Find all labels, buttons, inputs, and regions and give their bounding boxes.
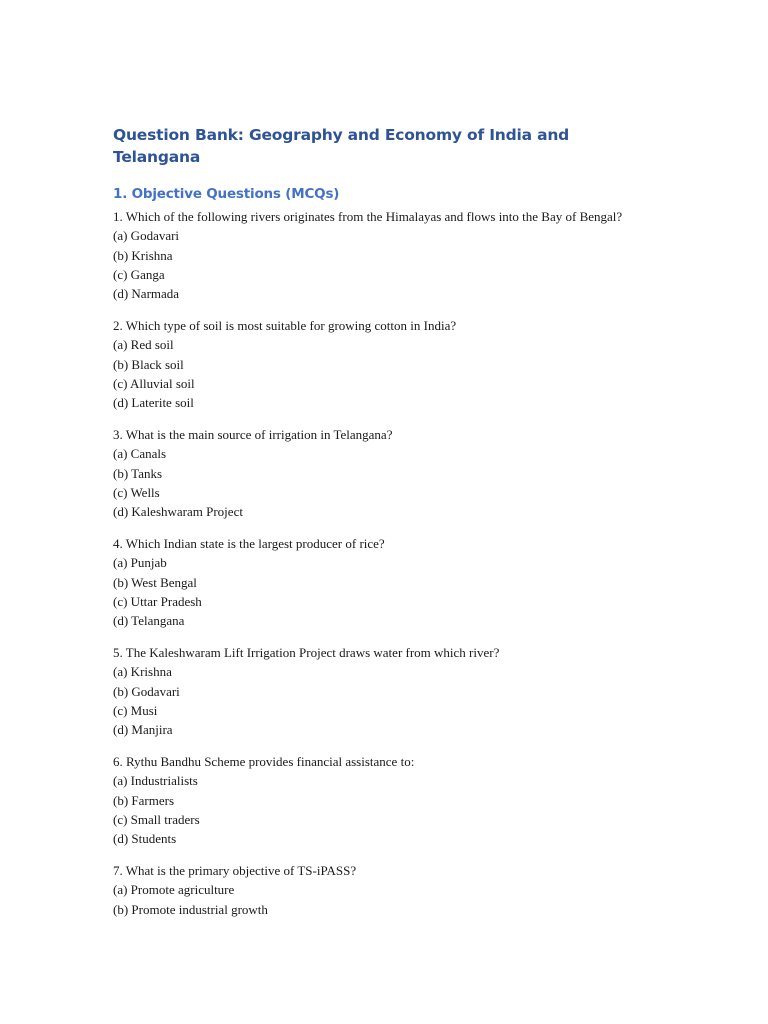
- answer-option: (c) Musi: [113, 702, 158, 718]
- question-text: 6. Rythu Bandhu Scheme provides financial assistance to:: [113, 753, 415, 769]
- answer-option: (c) Alluvial soil: [113, 375, 195, 391]
- question-block: [113, 643, 653, 739]
- answer-option: (c) Wells: [113, 484, 160, 500]
- answer-option: (b) Godavari: [113, 683, 180, 699]
- section-heading: 1. Objective Questions (MCQs): [113, 186, 340, 202]
- answer-option: (a) Krishna: [113, 664, 172, 680]
- question-block: [113, 425, 653, 521]
- document-page: [113, 124, 653, 931]
- question-block: [113, 207, 653, 303]
- question-text: 3. What is the main source of irrigation in Telangana?: [113, 426, 393, 442]
- question-list: [113, 207, 653, 919]
- answer-option: (b) Promote industrial growth: [113, 901, 268, 917]
- answer-option: (d) Laterite soil: [113, 395, 194, 411]
- answer-option: (d) Students: [113, 831, 177, 847]
- question-text: 5. The Kaleshwaram Lift Irrigation Project draws water from which river?: [113, 644, 500, 660]
- answer-option: (b) Farmers: [113, 792, 175, 808]
- answer-option: (a) Canals: [113, 446, 167, 462]
- answer-option: (b) Krishna: [113, 247, 173, 263]
- question-block: [113, 534, 653, 630]
- answer-option: (b) Tanks: [113, 465, 163, 481]
- answer-option: (c) Ganga: [113, 266, 165, 282]
- answer-option: (a) Industrialists: [113, 773, 198, 789]
- answer-option: (a) Red soil: [113, 337, 174, 353]
- question-block: [113, 861, 653, 919]
- answer-option: (d) Telangana: [113, 613, 185, 629]
- answer-option: (d) Manjira: [113, 722, 173, 738]
- answer-option: (b) Black soil: [113, 356, 184, 372]
- answer-option: (c) Small traders: [113, 811, 200, 827]
- answer-option: (d) Narmada: [113, 286, 180, 302]
- answer-option: (a) Promote agriculture: [113, 882, 235, 898]
- answer-option: (c) Uttar Pradesh: [113, 593, 202, 609]
- answer-option: (d) Kaleshwaram Project: [113, 504, 243, 520]
- question-text: 1. Which of the following rivers originates from the Himalayas and flows into the Bay of Bengal?: [113, 209, 623, 224]
- question-text: 2. Which type of soil is most suitable for growing cotton in India?: [113, 317, 457, 333]
- answer-option: (b) West Bengal: [113, 574, 197, 590]
- question-text: 7. What is the primary objective of TS-iPASS?: [113, 862, 357, 878]
- answer-option: (a) Godavari: [113, 228, 180, 244]
- question-block: [113, 316, 653, 412]
- question-text: 4. Which Indian state is the largest producer of rice?: [113, 535, 385, 551]
- question-block: [113, 752, 653, 848]
- answer-option: (a) Punjab: [113, 555, 167, 571]
- document-title: Question Bank: Geography and Economy of India and Telangana: [113, 126, 570, 166]
